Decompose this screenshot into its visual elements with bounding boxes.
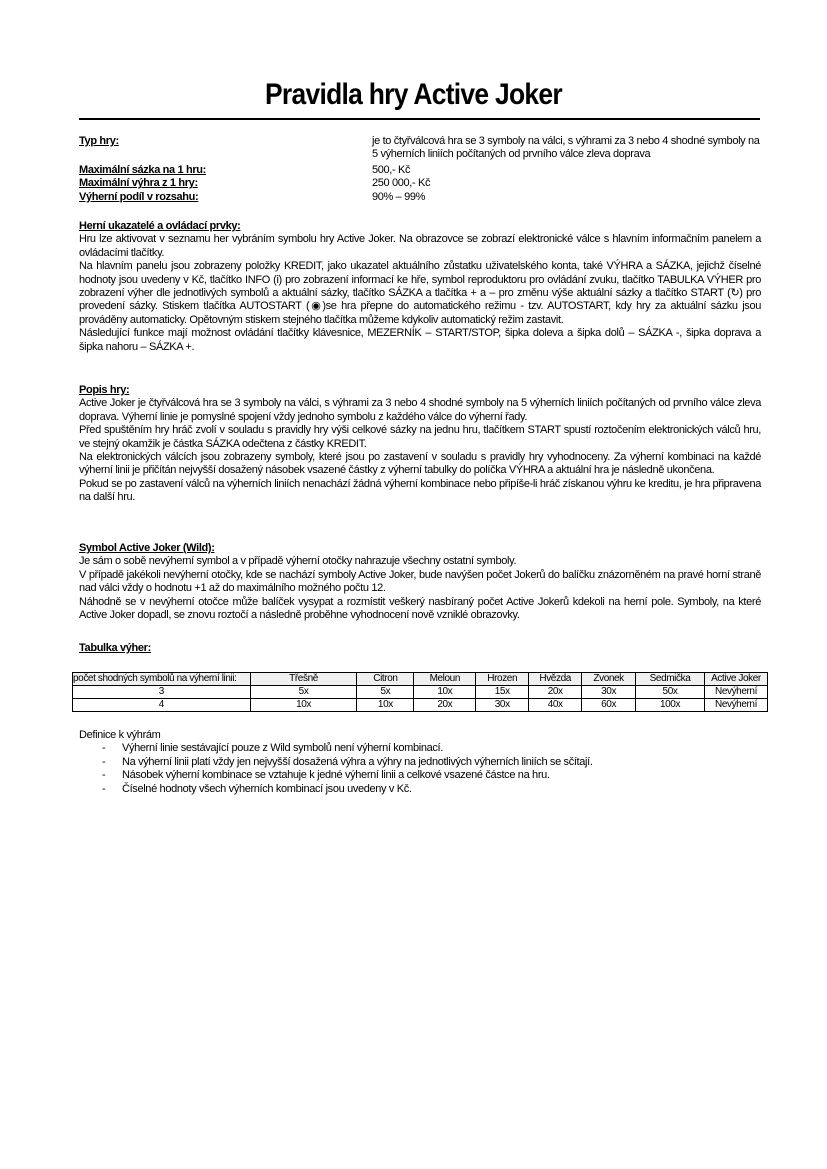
table-cell: 20x <box>529 686 582 699</box>
table-cell: 4 <box>73 699 251 712</box>
column-header: Sedmička <box>636 673 705 686</box>
table-cell: 30x <box>476 699 529 712</box>
info-value: 90% – 99% <box>372 190 426 203</box>
paragraph: Na hlavním panelu jsou zobrazeny položky KREDIT, jako ukazatel aktuálního zůstatku uživatelského konta, také VÝHRA a SÁZKA, jejichž číselné hodnoty jsou uvedeny v Kč, tlačítko INFO (i) pro zobrazení informací ke hře, symbol reproduktoru pro ovládání zvuku, tlačítko TABULKA VÝHER pro zobrazení výher dle jednotlivých symbolů a aktuální sázky, tlačítko SÁZKA a tlačítka + a – pro změnu výše aktuální sázky a tlačítko START (↻) pro provedení sázky. Stiskem tlačítka AUTOSTART (◉)se hra přepne do automatického režimu - tzv. AUTOSTART, kdy hry za aktuální sázku jsou prováděny automaticky. Opětovným stiskem stejného tlačítka můžeme kdykoliv automatický režim zastavit. <box>79 260 761 326</box>
table-cell: 10x <box>250 699 357 712</box>
paragraph: Je sám o sobě nevýherní symbol a v případě výherní otočky nahrazuje všechny ostatní symboly. <box>79 555 517 568</box>
info-label: Maximální sázka na 1 hru: <box>79 163 206 176</box>
info-label: Výherní podíl v rozsahu: <box>79 190 199 203</box>
column-header: Třešně <box>250 673 357 686</box>
paytable-heading-wrap <box>79 642 761 655</box>
paytable <box>72 672 768 712</box>
paragraph: Následující funkce mají možnost ovládání tlačítky klávesnice, MEZERNÍK – START/STOP, šipka doleva a šipka dolů – SÁZKA -, šipka doprava a šipka nahoru – SÁZKA +. <box>79 327 761 353</box>
title-divider <box>79 118 760 120</box>
table-cell: 20x <box>414 699 476 712</box>
section-heading: Symbol Active Joker (Wild): <box>79 542 215 554</box>
table-cell: 10x <box>414 686 476 699</box>
list-item: - Násobek výherní kombinace se vztahuje k jedné výherní linii a celkové vsazené částce na hru. <box>122 769 761 782</box>
definitions-list <box>79 742 761 796</box>
column-header: Hrozen <box>476 673 529 686</box>
table-cell: 60x <box>582 699 636 712</box>
table-cell: 3 <box>73 686 251 699</box>
table-cell: 5x <box>357 686 414 699</box>
game-info <box>79 135 761 204</box>
wild-section <box>79 542 761 622</box>
column-header: Citron <box>357 673 414 686</box>
info-value: 500,- Kč <box>372 163 411 176</box>
table-cell: 15x <box>476 686 529 699</box>
table-header-row <box>73 673 768 686</box>
info-row <box>79 135 761 162</box>
info-label: Typ hry: <box>79 135 119 147</box>
table-cell: 5x <box>250 686 357 699</box>
table-cell: 30x <box>582 686 636 699</box>
paragraph: V případě jakékoli nevýherní otočky, kde se nachází symboly Active Joker, bude navýšen počet Jokerů do balíčku znázorněném na pravé horní straně nad válci vždy o hodnotu +1 až do maximálního možného počtu 12. <box>79 568 761 595</box>
section-heading: Herní ukazatelé a ovládací prvky: <box>79 220 241 232</box>
list-item: - Číselné hodnoty všech výherních kombinací jsou uvedeny v Kč. <box>122 783 761 796</box>
page-title: Pravidla hry Active Joker <box>265 78 562 111</box>
table-cell: 100x <box>636 699 705 712</box>
column-header: Zvonek <box>582 673 636 686</box>
column-header: počet shodných symbolů na výherní linii: <box>73 673 251 686</box>
info-label: Maximální výhra z 1 hry: <box>79 177 198 190</box>
info-row <box>79 177 761 190</box>
table-row <box>73 699 768 712</box>
info-value: 250 000,- Kč <box>372 177 431 190</box>
column-header: Active Joker <box>704 673 767 686</box>
list-item: - Na výherní linii platí vždy jen nejvyšší dosažená výhra a výhry na jednotlivých výherních liniích se sčítají. <box>122 756 761 769</box>
table-cell: Nevýherní <box>704 699 767 712</box>
controls-section <box>79 220 761 354</box>
definitions-heading: Definice k výhrám <box>79 729 161 741</box>
table-cell: 50x <box>636 686 705 699</box>
paragraph: Na elektronických válcích jsou zobrazeny symboly, které jsou po zastavení v souladu s pravidly hry vyhodnoceny. Za výherní kombinaci na každé výherní linii je přičítán nejvyšší dosažený násobek vsazené částky z výherní tabulky do políčka VÝHRA a aktuální hra je následně ukončena. <box>79 451 761 477</box>
paragraph: Náhodně se v nevýherní otočce může balíček vysypat a rozmístit veškerý nasbíraný počet Active Jokerů kdekoli na herní pole. Symboly, na které Active Joker dopadl, se znovu roztočí a následně proběhne vyhodnocení nově vzniklé obrazovky. <box>79 595 761 622</box>
info-value: je to čtyřválcová hra se 3 symboly na válci, s výhrami za 3 nebo 4 shodné symboly na 5 výherních liniích počítaných od prvního válce zleva doprava <box>372 135 760 161</box>
paragraph: Pokud se po zastavení válců na výherních liniích nenachází žádná výherní kombinace nebo připíše-li hráč získanou výhru ke kreditu, je hra připravena na další hru. <box>79 477 761 504</box>
section-heading: Popis hry: <box>79 384 130 396</box>
info-row <box>79 164 761 177</box>
table-cell: Nevýherní <box>704 686 767 699</box>
column-header: Meloun <box>414 673 476 686</box>
column-header: Hvězda <box>529 673 582 686</box>
table-cell: 10x <box>357 699 414 712</box>
list-item: - Výherní linie sestávající pouze z Wild symbolů není výherní kombinací. <box>122 742 761 755</box>
description-section <box>79 384 761 505</box>
info-row <box>79 191 761 204</box>
definitions-section <box>79 729 761 796</box>
paragraph: Hru lze aktivovat v seznamu her vybráním symbolu hry Active Joker. Na obrazovce se zobrazí elektronické válce s hlavním informačním panelem a ovládacími tlačítky. <box>79 233 761 259</box>
paragraph: Active Joker je čtyřválcová hra se 3 symboly na válci, s výhrami za 3 nebo 4 shodné symboly na 5 výherních liniích počítaných od prvního válce zleva doprava. Výherní linie je pomyslné spojení vždy jednoho symbolu z každého válce do výherní řady. <box>79 397 761 423</box>
section-heading: Tabulka výher: <box>79 642 151 654</box>
table-cell: 40x <box>529 699 582 712</box>
paragraph: Před spuštěním hry hráč zvolí v souladu s pravidly hry výši celkové sázky na jednu hru, tlačítkem START spustí roztočením elektronických válců hru, ve stejný okamžik je částka SÁZKA odečtena z částky KREDIT. <box>79 424 761 450</box>
table-row <box>73 686 768 699</box>
